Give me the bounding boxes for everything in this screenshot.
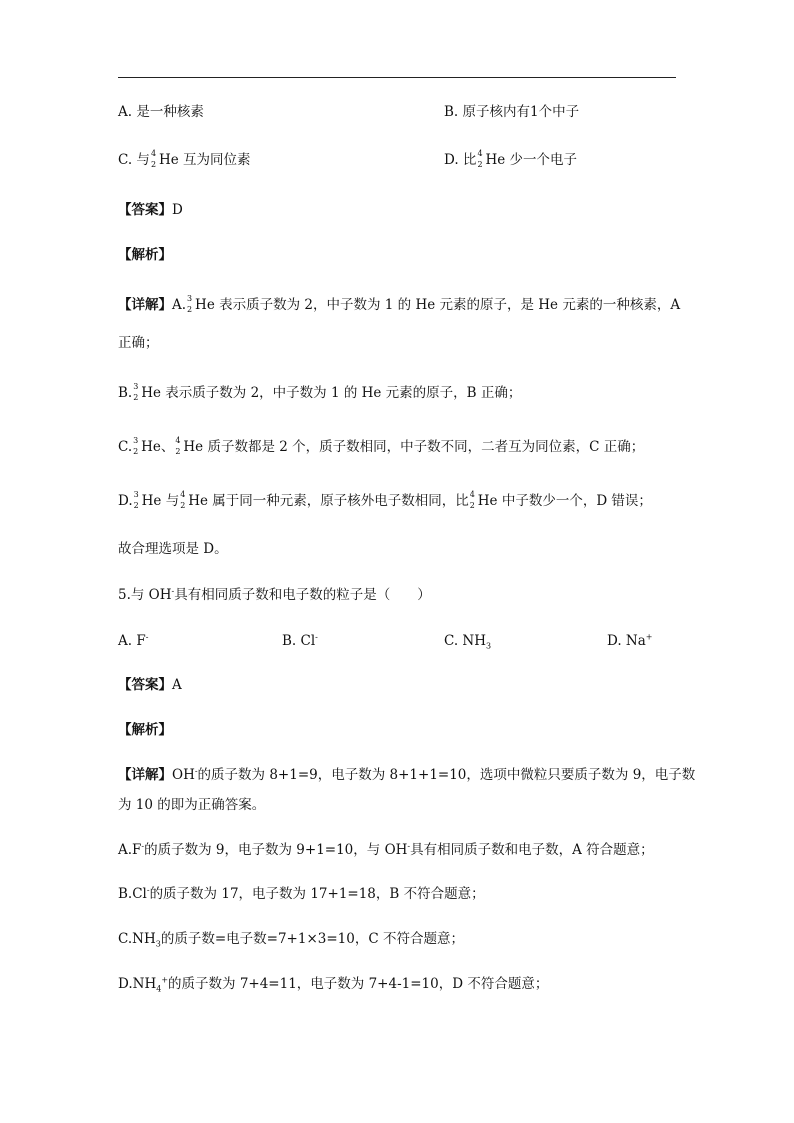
q5-answer: 【答案】A [118, 677, 182, 693]
q4-detail-d: D. 3 2 He 与 4 2 He 属于同一种元素，原子核外电子数相同，比 4 2 He 中子数少一个，D 错误； [118, 490, 652, 510]
q4-conclusion: 故合理选项是 D。 [118, 541, 228, 557]
q4-detail-c: C. 3 2 He、 4 2 He 质子数都是 2 个，质子数相同，中子数不同，二者互为同位素，C 正确； [118, 436, 645, 456]
q5-analysis-label: 【解析】 [118, 722, 172, 738]
header-rule [118, 77, 676, 78]
q4-option-a: A. 是一种核素 [118, 104, 204, 120]
q5-option-d: D. Na+ [607, 632, 653, 649]
q4-option-b: B. 原子核内有1个中子 [444, 104, 580, 120]
q4-detail-b: B. 3 2 He 表示质子数为 2，中子数为 1 的 He 元素的原子，B 正确； [118, 382, 522, 402]
q5-detail-line1: 【详解】OH-的质子数为 8+1=9，电子数为 8+1+1=10，选项中微粒只要质子数为 9，电子数 [118, 766, 696, 783]
q5-detail-line2: 为 10 的即为正确答案。 [118, 797, 266, 813]
q4-detail-a-cont: 正确； [118, 335, 159, 351]
q5-detail-b: B.Cl-的质子数为 17，电子数为 17+1=18，B 不符合题意； [118, 885, 485, 902]
q5-option-b: B. Cl- [282, 632, 318, 649]
q4-answer: 【答案】D [118, 202, 183, 218]
q5-detail-d: $D.NH_4^+$的质子数为 7+4=11，电子数为 7+4-1=10，D 不符合题意； [118, 975, 549, 994]
q5-stem: 5.与 OH-具有相同质子数和电子数的粒子是（ ） [118, 586, 431, 603]
q5-option-a: A. F- [118, 632, 149, 649]
isotope-notation: 4 2 [477, 149, 483, 169]
isotope-notation: 4 2 [150, 149, 157, 169]
q4-option-c: C. 与 4 2 He 互为同位素 [118, 149, 251, 169]
q5-detail-a: A.F-的质子数为 9，电子数为 9+1=10，与 OH-具有相同质子数和电子数，A 符合题意； [118, 841, 654, 858]
q4-analysis-label: 【解析】 [118, 247, 172, 263]
q4-detail-a: 【详解】A. 3 2 He 表示质子数为 2，中子数为 1 的 He 元素的原子，是 He 元素的一种核素，A [118, 294, 681, 314]
q5-detail-c: $C.NH_3$的质子数=电子数=7+1×3=10，C 不符合题意； [118, 931, 464, 949]
q5-option-c: C. $NH_3$ [444, 633, 492, 651]
q4-option-d: D. 比 4 2 He 少一个电子 [444, 149, 577, 169]
